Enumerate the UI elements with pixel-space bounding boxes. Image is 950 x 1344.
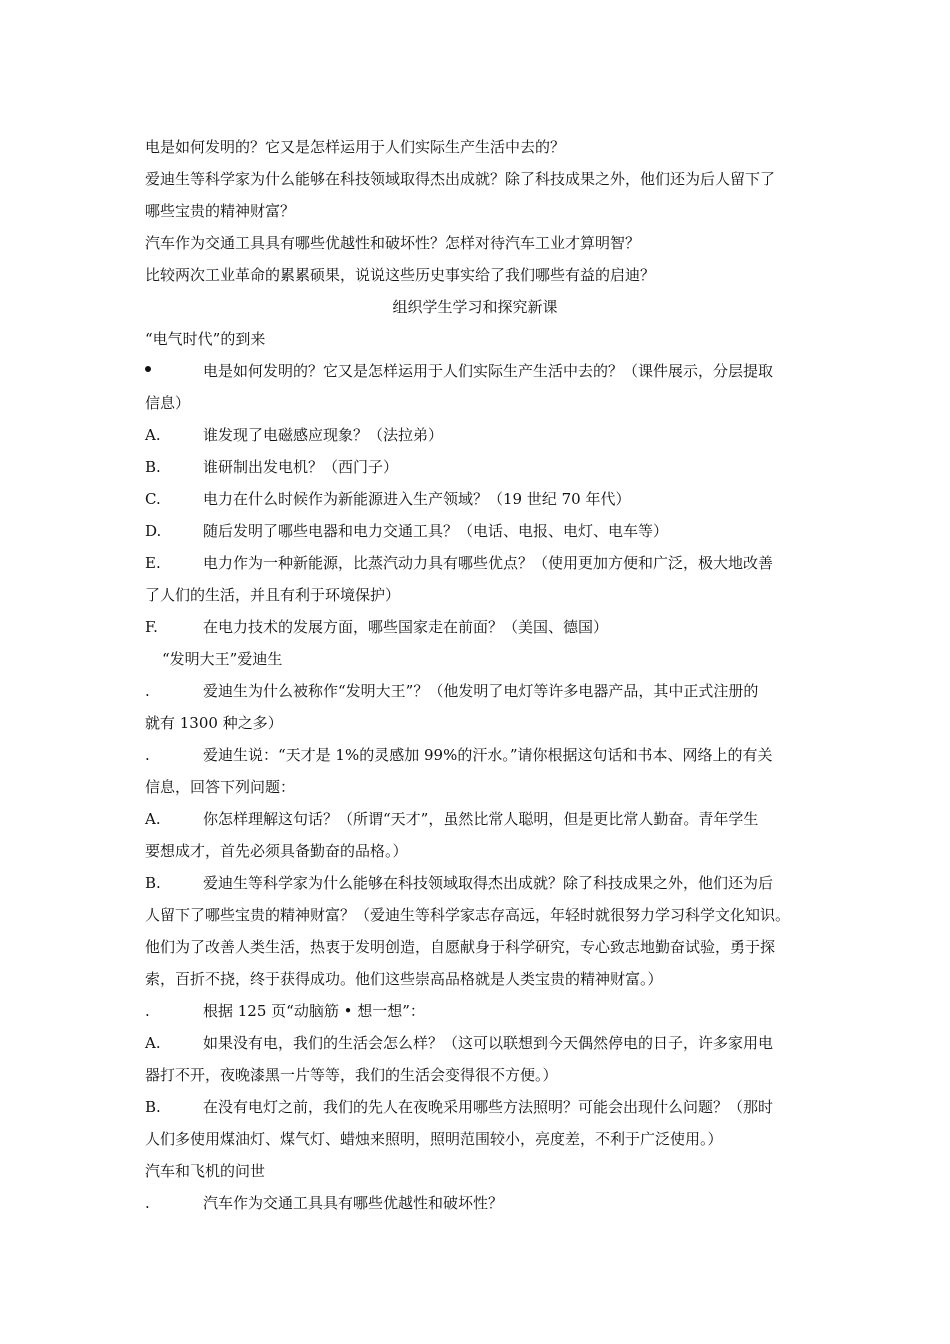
- item-text: 随后发明了哪些电器和电力交通工具？（电话、电报、电灯、电车等）: [203, 522, 669, 540]
- item-text: 在没有电灯之前，我们的先人在夜晚采用哪些方法照明？可能会出现什么问题？（那时: [203, 1098, 774, 1116]
- item-text-cont: 他们为了改善人类生活，热衷于发明创造，自愿献身于科学研究，专心致志地勤奋试验，勇于探: [145, 938, 776, 956]
- item-marker: A.: [145, 1034, 161, 1052]
- item-text-cont: 器打不开，夜晚漆黑一片等等，我们的生活会变得很不方便。）: [145, 1066, 558, 1084]
- section-title: 组织学生学习和探究新课: [392, 298, 558, 316]
- item-text-cont: 了人们的生活，并且有利于环境保护）: [145, 586, 401, 604]
- intro-line-4: 汽车作为交通工具具有哪些优越性和破坏性？怎样对待汽车工业才算明智？: [145, 234, 641, 252]
- item-text: 你怎样理解这句话？（所谓“天才”，虽然比常人聪明，但是更比常人勤奋。青年学生: [203, 810, 759, 828]
- item-marker: A.: [145, 810, 161, 828]
- item-marker: .: [145, 746, 150, 764]
- item-marker: B.: [145, 458, 161, 476]
- item-text-cont: 就有 1300 种之多）: [145, 714, 283, 732]
- intro-line-5: 比较两次工业革命的累累硕果，说说这些历史事实给了我们哪些有益的启迪？: [145, 266, 656, 284]
- intro-line-2: 爱迪生等科学家为什么能够在科技领域取得杰出成就？除了科技成果之外，他们还为后人留下了: [145, 170, 776, 188]
- intro-line-3: 哪些宝贵的精神财富？: [145, 202, 296, 220]
- item-marker: .: [145, 1194, 150, 1212]
- item-text: 爱迪生等科学家为什么能够在科技领域取得杰出成就？除了科技成果之外，他们还为后: [203, 874, 774, 892]
- item-marker: B.: [145, 874, 161, 892]
- item-text-cont: 信息，回答下列问题：: [145, 778, 296, 796]
- item-marker: .: [145, 682, 150, 700]
- item-text: 如果没有电，我们的生活会怎么样？（这可以联想到今天偶然停电的日子，许多家用电: [203, 1034, 774, 1052]
- section-heading-electric-age: “电气时代”的到来: [145, 330, 266, 348]
- item-text: 电力在什么时候作为新能源进入生产领域？（19 世纪 70 年代）: [203, 490, 631, 508]
- intro-line-1: 电是如何发明的？它又是怎样运用于人们实际生产生活中去的？: [145, 138, 566, 156]
- item-marker: E.: [145, 554, 161, 572]
- item-text: 电力作为一种新能源，比蒸汽动力具有哪些优点？（使用更加方便和广泛，极大地改善: [203, 554, 774, 572]
- item-text: 爱迪生为什么被称作“发明大王”？（他发明了电灯等许多电器产品，其中正式注册的: [203, 682, 759, 700]
- item-text: 汽车作为交通工具具有哪些优越性和破坏性？: [203, 1194, 504, 1212]
- item-text: 谁研制出发电机？（西门子）: [203, 458, 399, 476]
- section-heading-edison: “发明大王”爱迪生: [162, 650, 283, 668]
- question-text-cont: 信息）: [145, 394, 191, 412]
- item-text-cont: 人们多使用煤油灯、煤气灯、蜡烛来照明，照明范围较小，亮度差，不利于广泛使用。）: [145, 1130, 723, 1148]
- item-text: 谁发现了电磁感应现象？（法拉弟）: [203, 426, 444, 444]
- item-marker: D.: [145, 522, 162, 540]
- item-text-cont: 人留下了哪些宝贵的精神财富？（爱迪生等科学家志存高远，年轻时就很努力学习科学文化知识。: [145, 906, 791, 924]
- item-marker: A.: [145, 426, 161, 444]
- item-text-cont: 索，百折不挠，终于获得成功。他们这些崇高品格就是人类宝贵的精神财富。）: [145, 970, 663, 988]
- bullet-icon: [145, 366, 151, 372]
- question-text: 电是如何发明的？它又是怎样运用于人们实际生产生活中去的？（课件展示，分层提取: [203, 362, 774, 380]
- item-text: 在电力技术的发展方面，哪些国家走在前面？（美国、德国）: [203, 618, 609, 636]
- item-text-cont: 要想成才，首先必须具备勤奋的品格。）: [145, 842, 408, 860]
- item-text: 爱迪生说：“天才是 1%的灵感加 99%的汗水。”请你根据这句话和书本、网络上的有关: [203, 746, 773, 764]
- item-marker: B.: [145, 1098, 161, 1116]
- section-heading-cars-planes: 汽车和飞机的问世: [145, 1162, 266, 1180]
- item-marker: F.: [145, 618, 158, 636]
- item-text: 根据 125 页“动脑筋 • 想一想”：: [203, 1002, 425, 1020]
- item-marker: .: [145, 1002, 150, 1020]
- item-marker: C.: [145, 490, 161, 508]
